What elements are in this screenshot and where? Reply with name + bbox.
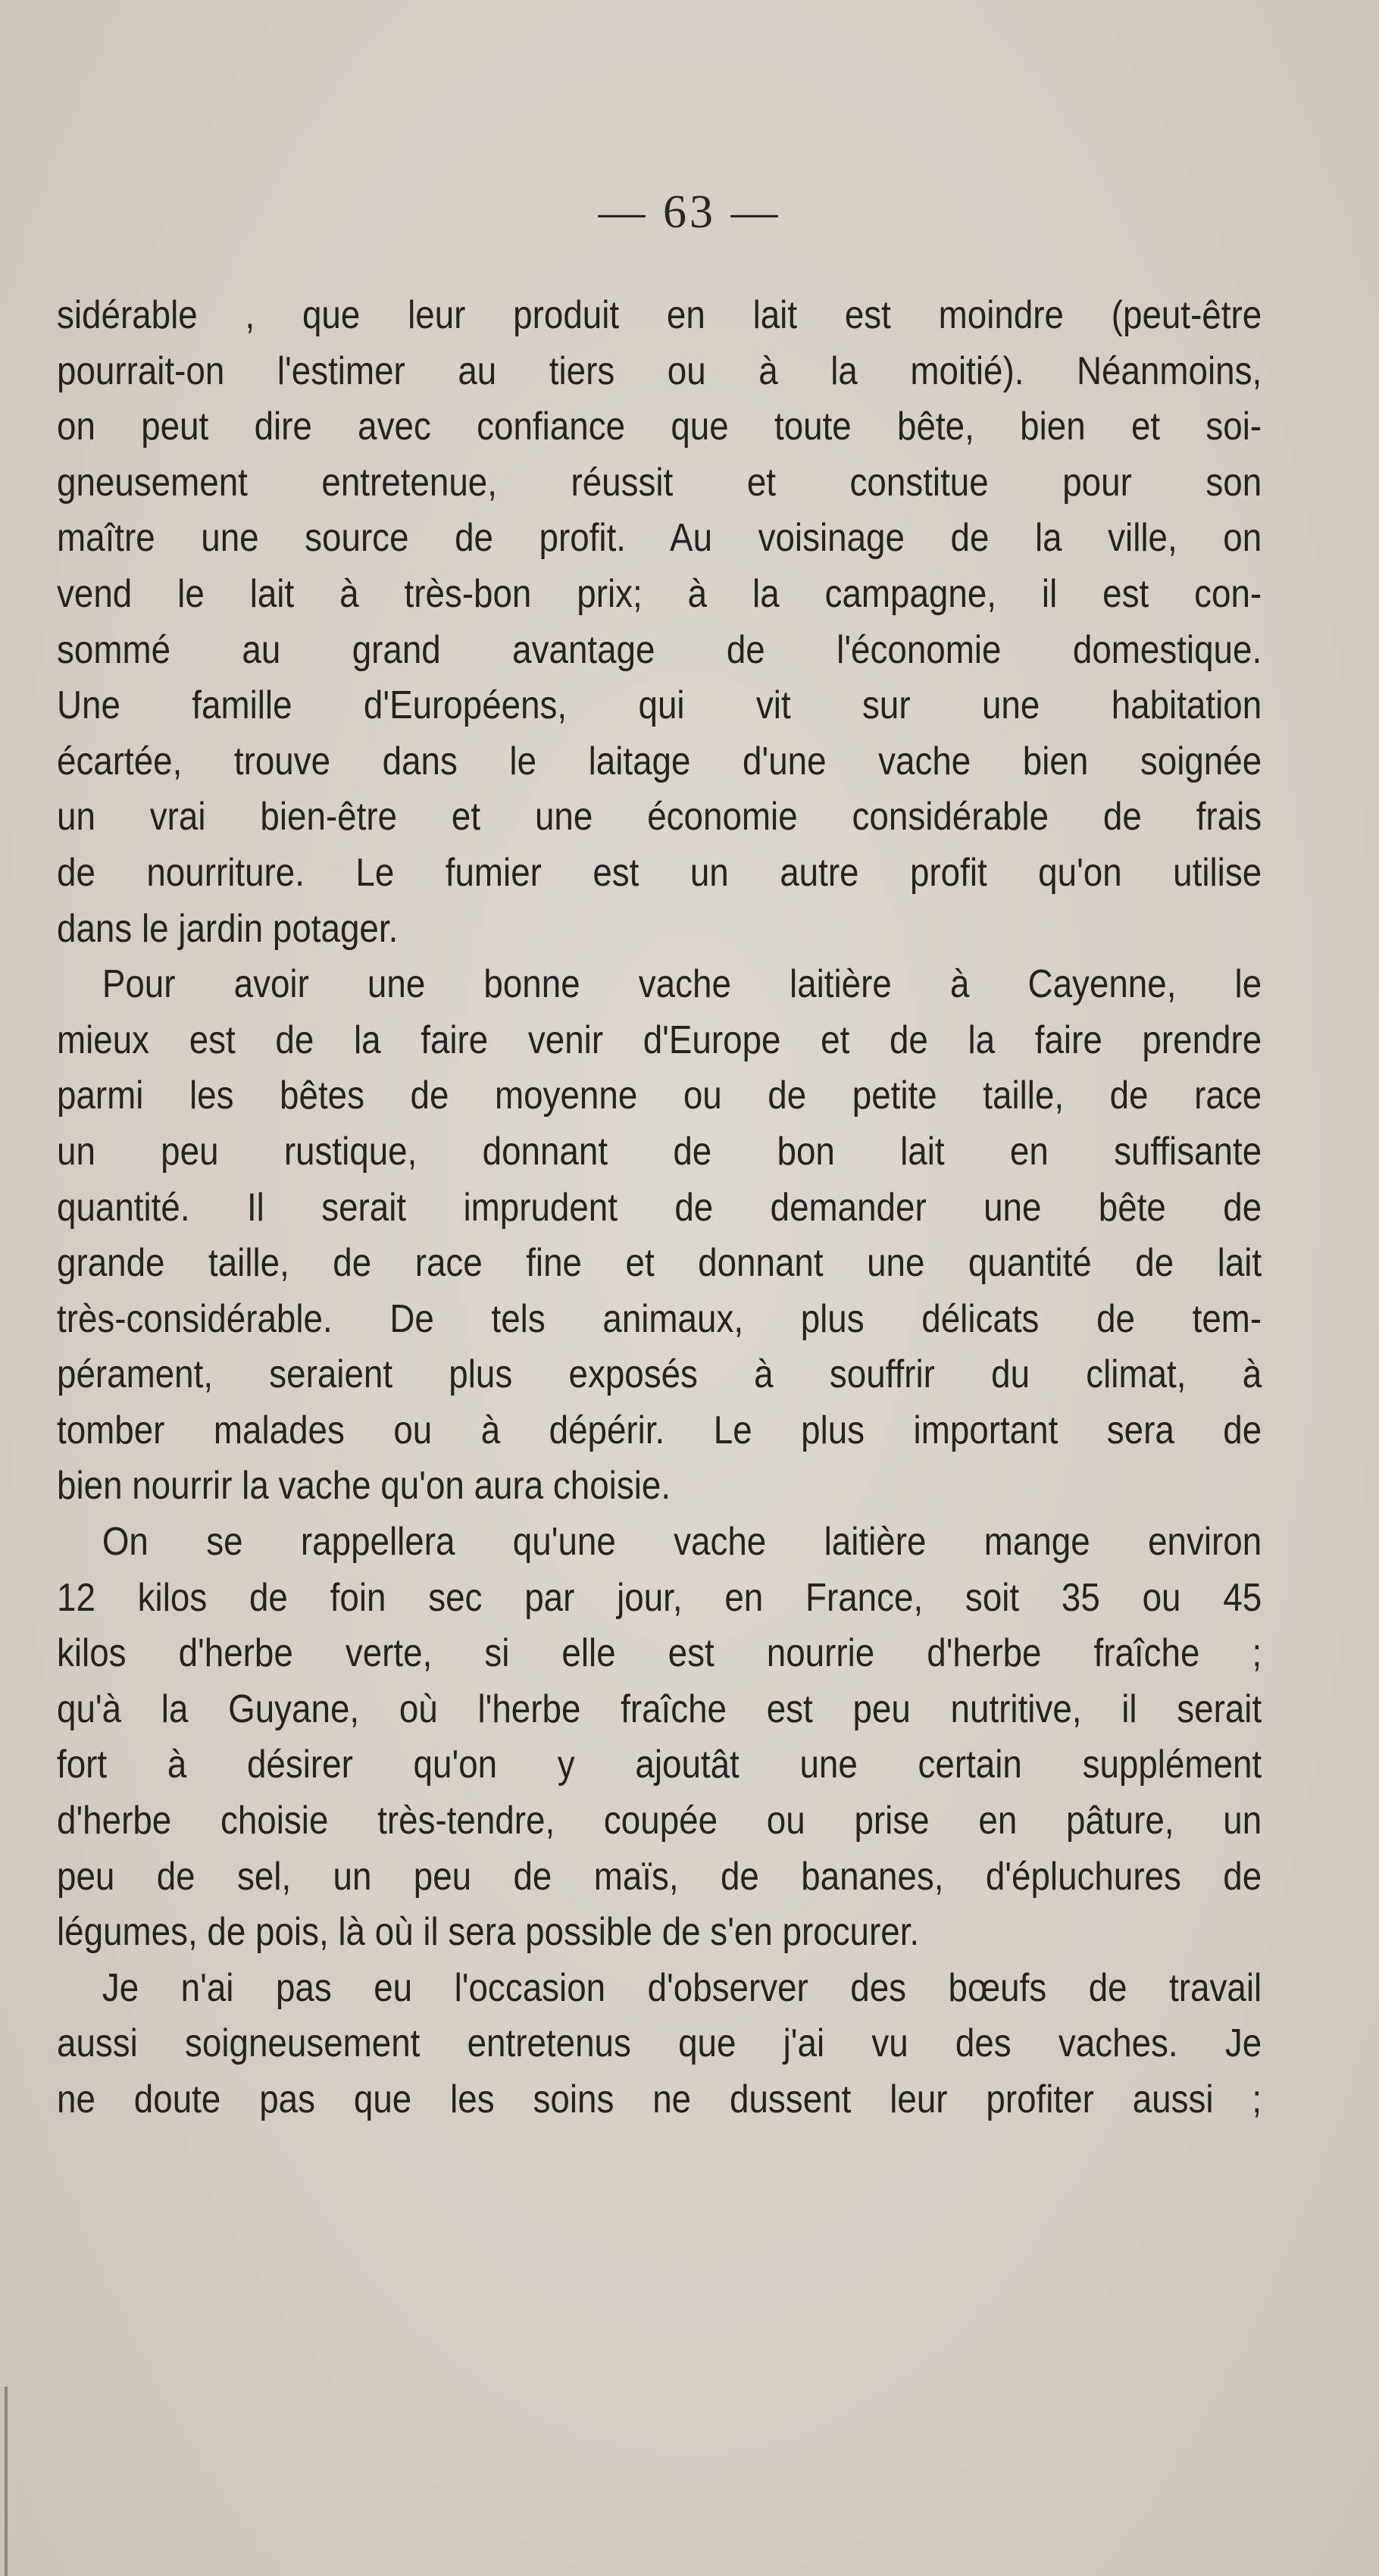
text-line: peu de sel, un peu de maïs, de bananes, d'épluchures de [57, 1854, 1262, 1899]
paragraph-1 [57, 288, 1262, 957]
text-line: bien nourrir la vache qu'on aura choisie. [57, 1464, 671, 1508]
text-line: qu'à la Guyane, où l'herbe fraîche est peu nutritive, il serait [57, 1687, 1262, 1731]
page-number: — 63 — [598, 186, 781, 238]
text-line: d'herbe choisie très-tendre, coupée ou prise en pâture, un [57, 1799, 1262, 1843]
text-line: on peut dire avec confiance que toute bête, bien et soi- [57, 405, 1262, 449]
text-line: un peu rustique, donnant de bon lait en suffisante [57, 1129, 1262, 1174]
text-line: un vrai bien-être et une économie considérable de frais [57, 795, 1262, 839]
text-line: aussi soigneusement entretenus que j'ai vu des vaches. Je [57, 2021, 1262, 2066]
text-line: dans le jardin potager. [57, 906, 399, 951]
text-line: kilos d'herbe verte, si elle est nourrie d'herbe fraîche ; [57, 1631, 1262, 1676]
text-line: légumes, de pois, là où il sera possible de s'en procurer. [57, 1910, 920, 1955]
text-line: On se rappellera qu'une vache laitière mange environ [102, 1520, 1262, 1565]
text-line: ne doute pas que les soins ne dussent leur profiter aussi ; [57, 2077, 1262, 2121]
text-line: grande taille, de race fine et donnant une quantité de lait [57, 1241, 1262, 1286]
text-line: Une famille d'Européens, qui vit sur une habitation [57, 683, 1262, 728]
text-line: vend le lait à très-bon prix; à la campagne, il est con- [57, 571, 1262, 616]
paragraph-3 [57, 1515, 1262, 1961]
text-line: gneusement entretenue, réussit et constitue pour son [57, 460, 1262, 505]
text-line: pourrait-on l'estimer au tiers ou à la moitié). Néanmoins, [57, 349, 1262, 393]
page-edge-shadow [5, 2387, 8, 2576]
text-line: Je n'ai pas eu l'occasion d'observer des bœufs de travail [102, 1965, 1262, 2010]
text-line: tomber malades ou à dépérir. Le plus important sera de [57, 1408, 1262, 1452]
text-line: de nourriture. Le fumier est un autre profit qu'on utilise [57, 850, 1262, 895]
text-line: écartée, trouve dans le laitage d'une vache bien soignée [57, 739, 1262, 783]
text-line: Pour avoir une bonne vache laitière à Cayenne, le [102, 962, 1262, 1007]
paragraph-4 [57, 1961, 1262, 2128]
text-line: parmi les bêtes de moyenne ou de petite taille, de race [57, 1074, 1262, 1118]
text-line: très-considérable. De tels animaux, plus délicats de tem- [57, 1296, 1262, 1341]
text-line: 12 kilos de foin sec par jour, en France, soit 35 ou 45 [57, 1575, 1262, 1620]
paragraph-2 [57, 957, 1262, 1515]
text-line: sidérable , que leur produit en lait est moindre (peut-être [57, 293, 1262, 337]
text-line: mieux est de la faire venir d'Europe et de la faire prendre [57, 1018, 1262, 1062]
text-line: sommé au grand avantage de l'économie domestique. [57, 627, 1262, 672]
body-text [57, 288, 1262, 2128]
text-line: quantité. Il serait imprudent de demander une bête de [57, 1185, 1262, 1230]
text-line: maître une source de profit. Au voisinage de la ville, on [57, 516, 1262, 561]
text-line: pérament, seraient plus exposés à souffrir du climat, à [57, 1352, 1262, 1397]
text-line: fort à désirer qu'on y ajoutât une certain supplément [57, 1743, 1262, 1787]
